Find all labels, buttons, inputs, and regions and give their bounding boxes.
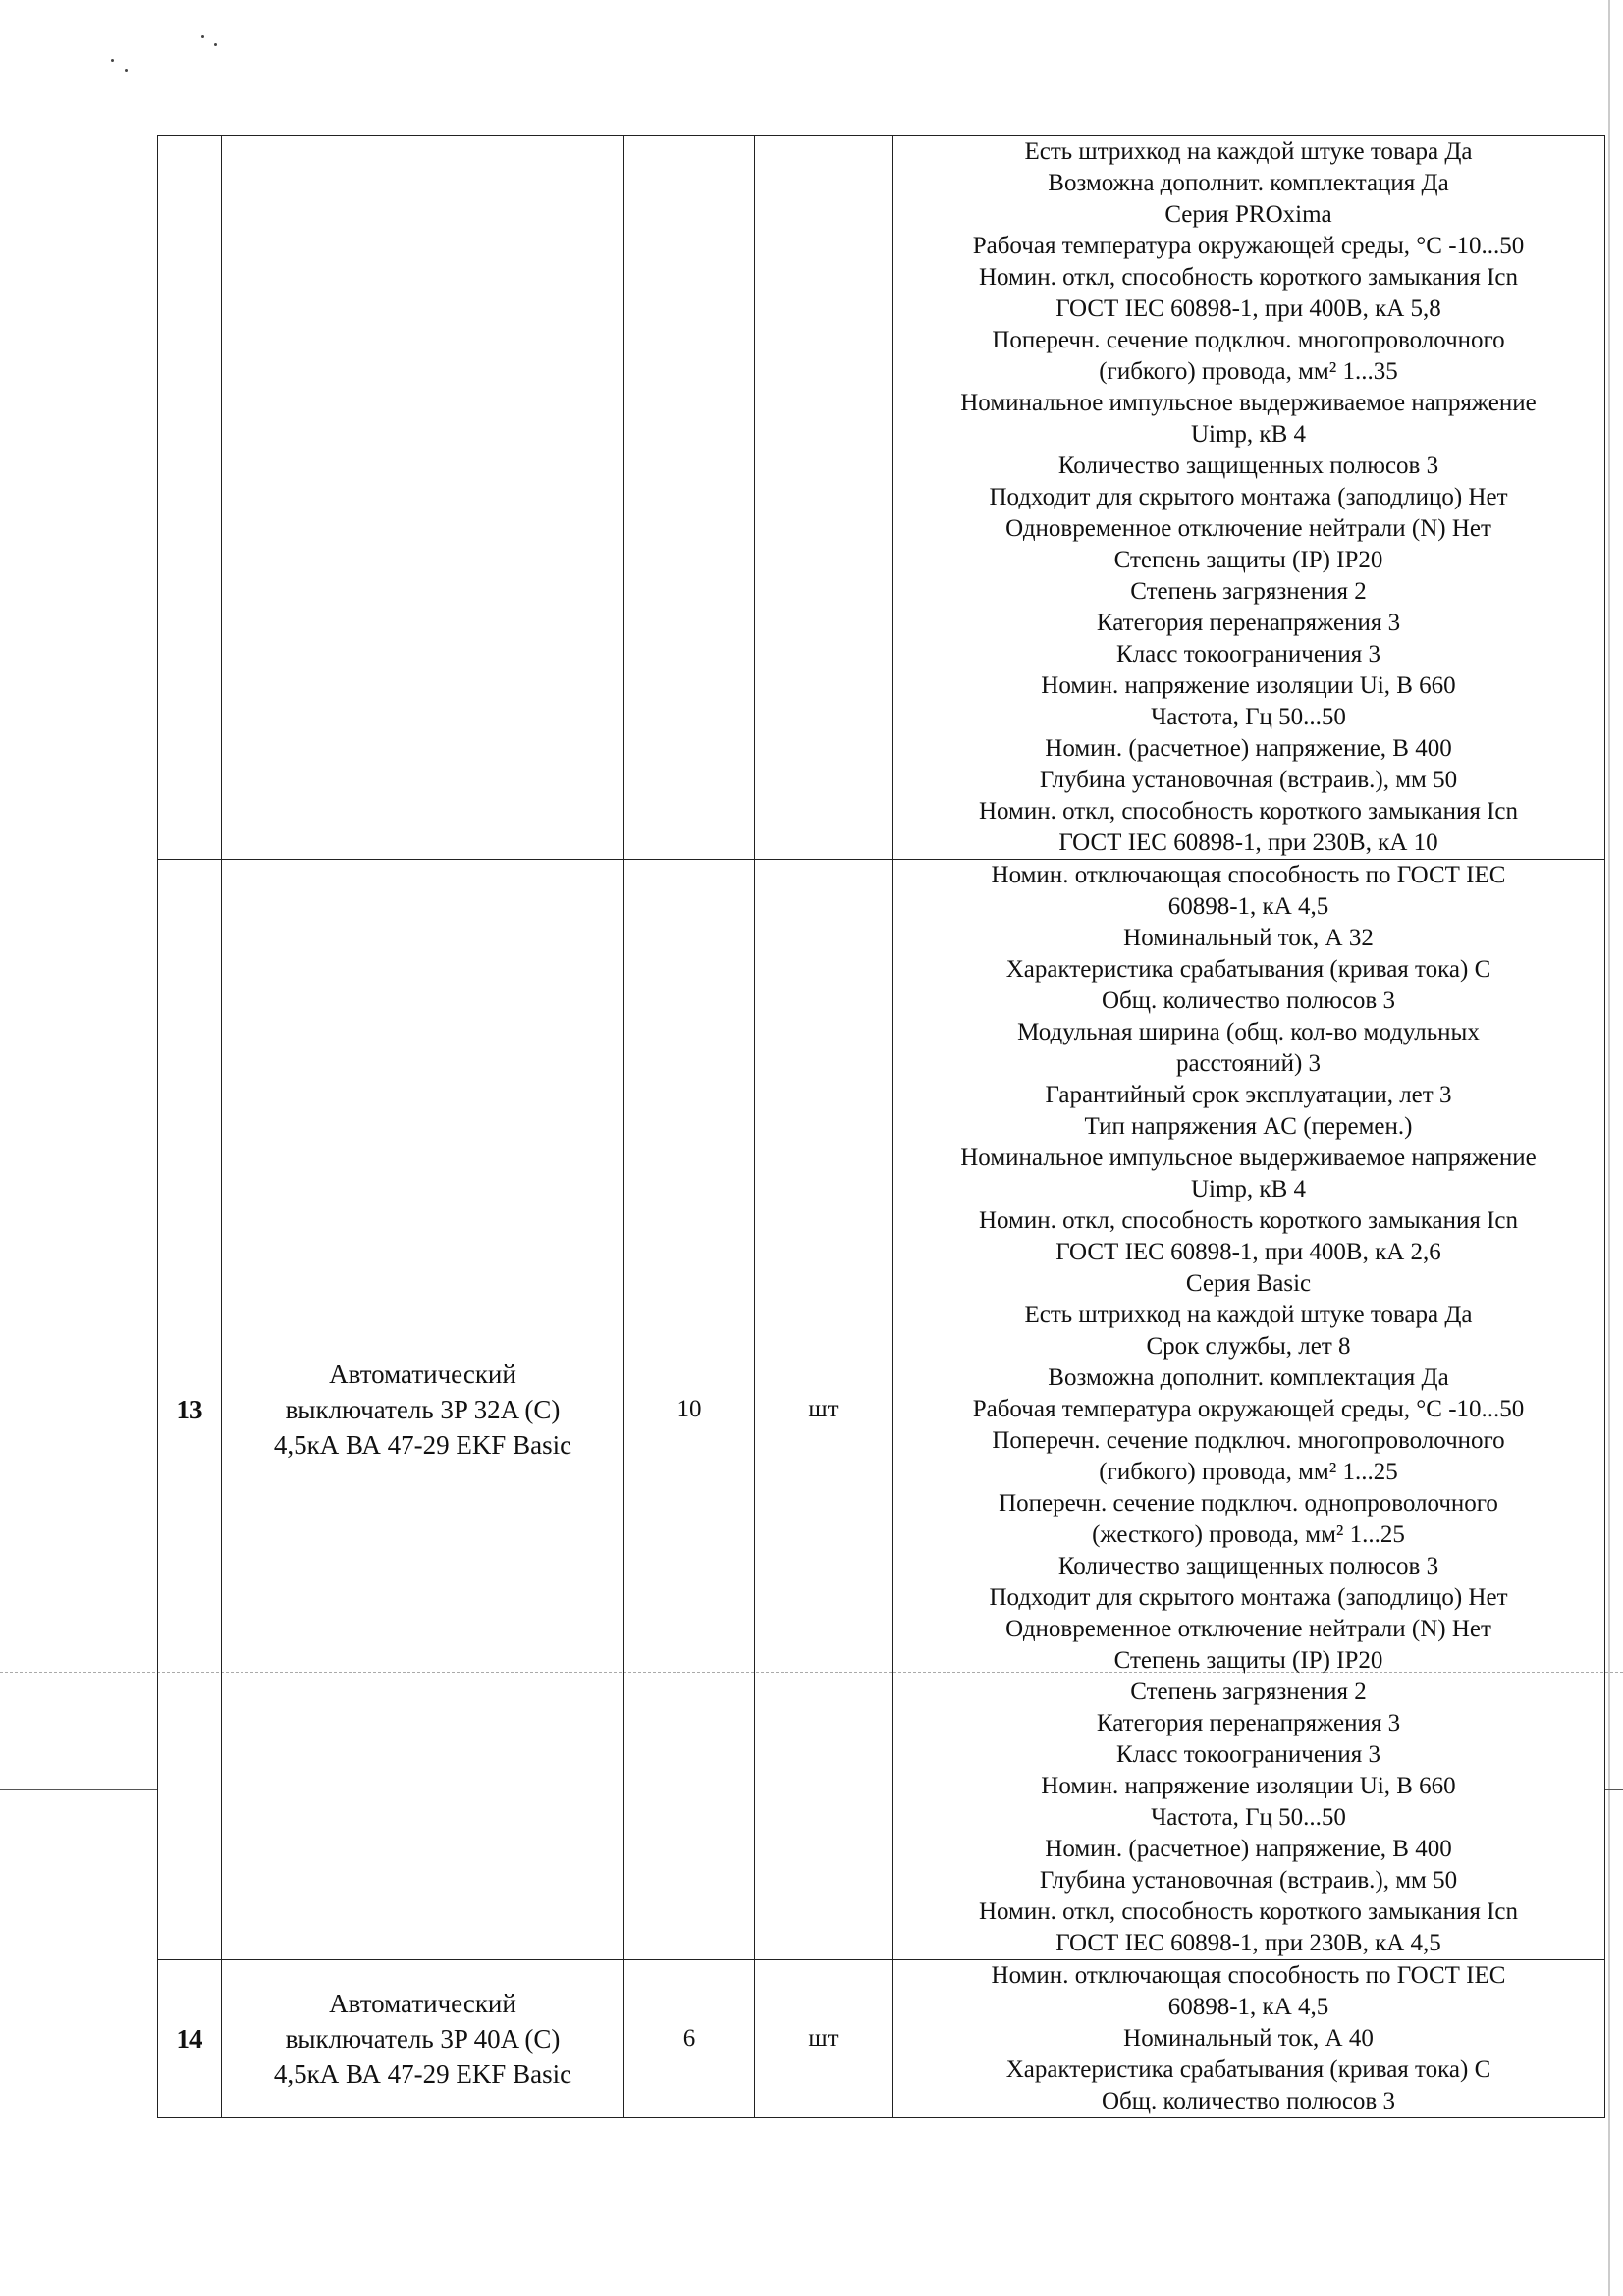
product-name xyxy=(222,136,624,860)
spec-line: Количество защищенных полюсов 3 xyxy=(1057,453,1439,479)
spec-line: Глубина установочная (встраив.), мм 50 xyxy=(1039,767,1458,793)
spec-line: Модульная ширина (общ. кол-во модульных xyxy=(1017,1019,1480,1045)
table-body xyxy=(158,136,1605,2118)
scan-edge-line xyxy=(1608,0,1610,2296)
spec-line: ГОСТ IEC 60898-1, при 400В, кА 5,8 xyxy=(1055,295,1441,322)
spec-line: Количество защищенных полюсов 3 xyxy=(1057,1553,1439,1579)
table-row xyxy=(158,860,1605,1960)
spec-line: Серия PROxima xyxy=(1164,201,1332,228)
spec-line: Степень загрязнения 2 xyxy=(1130,578,1367,605)
spec-line: Степень защиты (IP) IP20 xyxy=(1113,1647,1383,1674)
row-number xyxy=(158,136,222,860)
spec-line: Uimp, кВ 4 xyxy=(1190,421,1307,448)
spec-line: Поперечн. сечение подключ. многопроволочного xyxy=(992,327,1505,353)
spec-line: Подходит для скрытого монтажа (заподлицо) Нет xyxy=(989,484,1508,510)
spec-line: расстояний) 3 xyxy=(1175,1050,1322,1077)
spec-line: Номин. отключающая способность по ГОСТ IEC xyxy=(991,862,1506,888)
spec-line: Категория перенапряжения 3 xyxy=(1096,610,1401,636)
product-name-line: Автоматический xyxy=(329,1360,516,1389)
unit: шт xyxy=(755,1960,893,2118)
quantity: 10 xyxy=(624,860,755,1960)
spec-line: 60898-1, кА 4,5 xyxy=(1167,1994,1329,2020)
product-name-line: Автоматический xyxy=(329,1989,516,2018)
spec-line: Поперечн. сечение подключ. многопроволочного xyxy=(992,1427,1505,1454)
spec-line: Номин. напряжение изоляции Ui, В 660 xyxy=(1041,1773,1456,1799)
spec-line: Глубина установочная (встраив.), мм 50 xyxy=(1039,1867,1458,1894)
spec-line: Подходит для скрытого монтажа (заподлицо) Нет xyxy=(989,1584,1508,1611)
spec-line: (жесткого) провода, мм² 1...25 xyxy=(1092,1522,1405,1548)
spec-line: Номин. откл, способность короткого замыкания Icn xyxy=(978,1207,1519,1234)
spec-line: Номинальный ток, А 40 xyxy=(1123,2025,1374,2052)
spec-line: Частота, Гц 50...50 xyxy=(1151,1804,1346,1831)
spec-line: 60898-1, кА 4,5 xyxy=(1167,893,1329,920)
spec-line: Рабочая температура окружающей среды, °С -10...50 xyxy=(972,1396,1525,1422)
spec-line: Поперечн. сечение подключ. однопроволочного xyxy=(999,1490,1498,1517)
product-name-line: выключатель 3P 32A (C) xyxy=(285,1395,561,1424)
spec-line: Одновременное отключение нейтрали (N) Нет xyxy=(1005,515,1491,542)
spec-line: (гибкого) провода, мм² 1...25 xyxy=(1099,1459,1398,1485)
spec-line: Номинальный ток, А 32 xyxy=(1123,925,1374,951)
spec-line: Номин. (расчетное) напряжение, В 400 xyxy=(1045,735,1452,762)
specifications xyxy=(893,860,1605,1960)
spec-line: Характеристика срабатывания (кривая тока) С xyxy=(1005,956,1491,983)
spec-line: Класс токоограничения 3 xyxy=(1116,1741,1380,1768)
spec-line: ГОСТ IEC 60898-1, при 400В, кА 2,6 xyxy=(1055,1239,1441,1265)
spec-line: Есть штрихкод на каждой штуке товара Да xyxy=(1024,1302,1473,1328)
spec-line: Частота, Гц 50...50 xyxy=(1151,704,1346,730)
spec-line: Возможна дополнит. комплектация Да xyxy=(1048,1364,1449,1391)
spec-line: ГОСТ IEC 60898-1, при 230В, кА 10 xyxy=(1058,829,1438,856)
spec-line: Общ. количество полюсов 3 xyxy=(1102,988,1395,1014)
spec-line: Класс токоограничения 3 xyxy=(1116,641,1380,667)
scan-speck xyxy=(125,69,128,72)
unit: шт xyxy=(755,860,893,1960)
product-spec-table xyxy=(157,135,1605,2118)
scan-left-edge-mark xyxy=(0,1789,157,1790)
spec-line: Серия Basic xyxy=(1185,1270,1312,1297)
spec-line: Номин. откл, способность короткого замыкания Icn xyxy=(978,1898,1519,1925)
spec-line: Номин. (расчетное) напряжение, В 400 xyxy=(1045,1836,1452,1862)
spec-line: Степень защиты (IP) IP20 xyxy=(1113,547,1383,573)
quantity: 6 xyxy=(624,1960,755,2118)
spec-line: Одновременное отключение нейтрали (N) Нет xyxy=(1005,1616,1491,1642)
product-name-line: 4,5кА ВА 47-29 EKF Basic xyxy=(273,2059,572,2089)
spec-line: Категория перенапряжения 3 xyxy=(1096,1710,1401,1736)
scan-speck xyxy=(214,43,217,46)
unit xyxy=(755,136,893,860)
spec-line: Возможна дополнит. комплектация Да xyxy=(1048,170,1449,196)
spec-line: Срок службы, лет 8 xyxy=(1146,1333,1351,1360)
row-number: 14 xyxy=(158,1960,222,2118)
table-row xyxy=(158,1960,1605,2118)
spec-line: Рабочая температура окружающей среды, °С -10...50 xyxy=(972,233,1525,259)
product-name-line: 4,5кА ВА 47-29 EKF Basic xyxy=(273,1430,572,1460)
spec-line: Гарантийный срок эксплуатации, лет 3 xyxy=(1045,1082,1452,1108)
specifications xyxy=(893,1960,1605,2118)
spec-line: Номинальное импульсное выдерживаемое напряжение xyxy=(960,1145,1537,1171)
scan-speck xyxy=(111,59,114,62)
spec-line: Номинальное импульсное выдерживаемое напряжение xyxy=(960,390,1537,416)
spec-line: Uimp, кВ 4 xyxy=(1190,1176,1307,1202)
specifications xyxy=(893,136,1605,860)
product-name xyxy=(222,1960,624,2118)
spec-line: Номин. напряжение изоляции Ui, В 660 xyxy=(1041,672,1456,699)
spec-line: (гибкого) провода, мм² 1...35 xyxy=(1099,358,1398,385)
scan-right-edge-mark xyxy=(1604,1789,1623,1790)
quantity xyxy=(624,136,755,860)
row-number: 13 xyxy=(158,860,222,1960)
spec-line: Тип напряжения AC (перемен.) xyxy=(1084,1113,1413,1140)
table-row xyxy=(158,136,1605,860)
spec-line: ГОСТ IEC 60898-1, при 230В, кА 4,5 xyxy=(1055,1930,1441,1956)
spec-line: Степень загрязнения 2 xyxy=(1130,1679,1367,1705)
spec-line: Есть штрихкод на каждой штуке товара Да xyxy=(1024,138,1473,165)
scan-speck xyxy=(201,35,204,38)
product-name xyxy=(222,860,624,1960)
spec-line: Общ. количество полюсов 3 xyxy=(1102,2088,1395,2114)
spec-line: Номин. отключающая способность по ГОСТ IEC xyxy=(991,1962,1506,1989)
spec-line: Номин. откл, способность короткого замыкания Icn xyxy=(978,798,1519,825)
spec-line: Характеристика срабатывания (кривая тока) С xyxy=(1005,2056,1491,2083)
spec-line: Номин. откл, способность короткого замыкания Icn xyxy=(978,264,1519,291)
product-name-line: выключатель 3P 40A (C) xyxy=(285,2024,561,2054)
